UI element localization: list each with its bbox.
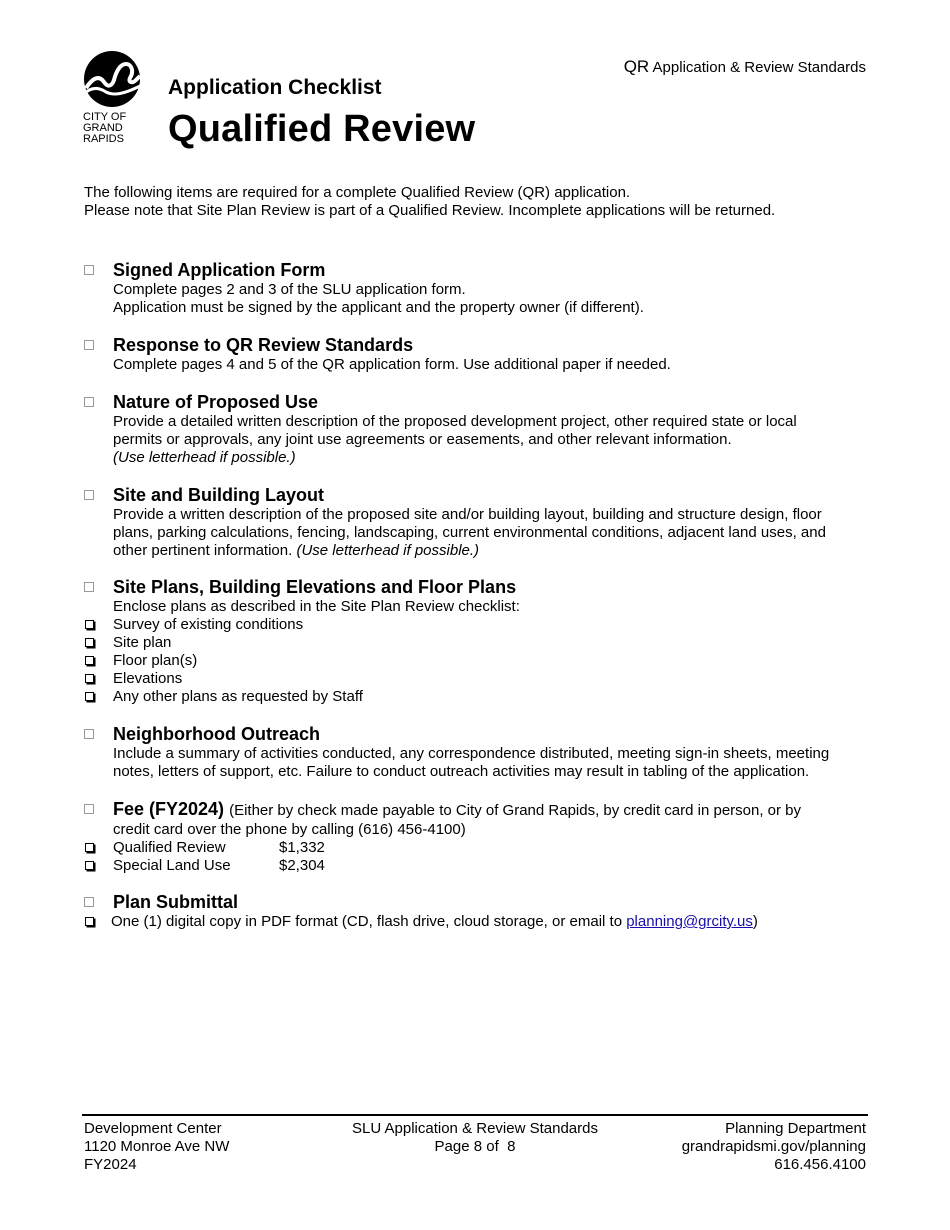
checkbox[interactable]: [84, 582, 94, 592]
footer-text: grandrapidsmi.gov/planning: [681, 1138, 866, 1155]
checklist-item-site-layout: [84, 485, 874, 560]
sub-item-label: Site plan: [113, 634, 172, 651]
checklist-item-fee: [84, 799, 874, 875]
document-header: [624, 57, 866, 77]
intro-line: The following items are required for a complete Qualified Review (QR) application.: [84, 184, 631, 201]
footer-text: FY2024: [84, 1156, 137, 1173]
page-number: Page 8 of 8: [434, 1138, 516, 1155]
item-text: Include a summary of activities conducted, any correspondence distributed, meeting sign-in sheets, meeting: [113, 745, 830, 762]
footer-divider: [82, 1114, 868, 1116]
item-heading: Response to QR Review Standards: [113, 335, 414, 355]
intro-line: Please note that Site Plan Review is part of a Qualified Review. Incomplete applications will be returned.: [84, 202, 776, 219]
item-text: plans, parking calculations, fencing, landscaping, current environmental conditions, adjacent land uses, and: [113, 524, 826, 541]
page-title: Qualified Review: [168, 108, 476, 150]
city-logo: [82, 50, 142, 145]
item-heading: Signed Application Form: [113, 260, 326, 280]
sub-item-label: Any other plans as requested by Staff: [113, 688, 363, 705]
city-logo-mark: [82, 50, 142, 145]
item-heading: Fee (FY2024): [113, 799, 225, 819]
sub-checkbox[interactable]: [85, 638, 94, 647]
checkbox[interactable]: [84, 897, 94, 907]
footer-text: Planning Department: [725, 1120, 866, 1137]
checklist-item-nature-of-use: [84, 392, 874, 467]
sub-item: [84, 634, 874, 652]
checkbox[interactable]: [84, 804, 94, 814]
logo-text-line3: RAPIDS: [83, 133, 124, 145]
footer-right: [682, 1120, 866, 1174]
sub-item: [84, 913, 874, 931]
checklist-item-outreach: [84, 724, 874, 781]
fee-note: (Either by check made payable to City of Grand Rapids, by credit card in person, or by: [229, 802, 802, 819]
footer-left: [84, 1120, 229, 1174]
doc-prefix: QR: [623, 57, 650, 76]
sub-checkbox[interactable]: [85, 674, 94, 683]
checklist-item-signed-application: [84, 260, 874, 317]
fee-label: Special Land Use: [113, 857, 231, 874]
item-text: Complete pages 2 and 3 of the SLU application form.: [113, 281, 466, 298]
checklist-item-plan-submittal: [84, 892, 874, 931]
sub-item-label: Elevations: [113, 670, 183, 687]
item-heading: Nature of Proposed Use: [113, 392, 319, 412]
checklist-item-site-plans: [84, 577, 874, 706]
item-text: Application must be signed by the applicant and the property owner (if different).: [113, 299, 644, 316]
item-heading: Site Plans, Building Elevations and Floor Plans: [113, 577, 517, 597]
footer-text: SLU Application & Review Standards: [352, 1120, 598, 1137]
doc-title: Application & Review Standards: [652, 59, 866, 76]
checkbox[interactable]: [84, 397, 94, 407]
sub-item-label: Floor plan(s): [113, 652, 198, 669]
sub-checkbox[interactable]: [85, 656, 94, 665]
sub-item: [84, 652, 874, 670]
checkbox[interactable]: [84, 490, 94, 500]
item-text: credit card over the phone by calling (616) 456-4100): [113, 821, 466, 838]
footer-center: [330, 1120, 620, 1156]
item-text: Enclose plans as described in the Site Plan Review checklist:: [113, 598, 520, 615]
sub-checkbox[interactable]: [85, 620, 94, 629]
sub-checkbox[interactable]: [85, 917, 94, 926]
item-text: ): [752, 913, 758, 930]
item-text: other pertinent information.: [113, 542, 293, 559]
checkbox[interactable]: [84, 729, 94, 739]
footer-text: 1120 Monroe Ave NW: [84, 1138, 230, 1155]
item-note: (Use letterhead if possible.): [113, 449, 296, 466]
item-text: Complete pages 4 and 5 of the QR application form. Use additional paper if needed.: [113, 356, 671, 373]
sub-item: [84, 688, 874, 706]
fee-row: [84, 839, 874, 857]
fee-label: Qualified Review: [113, 839, 226, 856]
item-heading: Plan Submittal: [113, 892, 239, 912]
item-note: (Use letterhead if possible.): [296, 542, 480, 559]
fee-amount: $1,332: [279, 839, 325, 856]
checklist-item-response-standards: [84, 335, 874, 374]
logo-text-line1: CITY OF: [83, 111, 127, 123]
checkbox[interactable]: [84, 340, 94, 350]
sub-item: [84, 670, 874, 688]
fee-row: [84, 857, 874, 875]
checklist-label: Application Checklist: [168, 76, 382, 99]
item-text: notes, letters of support, etc. Failure to conduct outreach activities may result in tabling of the application.: [113, 763, 810, 780]
logo-text-line2: GRAND: [83, 122, 123, 134]
item-text: One (1) digital copy in PDF format (CD, flash drive, cloud storage, or email to: [111, 913, 623, 930]
sub-checkbox[interactable]: [85, 692, 94, 701]
footer-text: 616.456.4100: [774, 1156, 866, 1173]
sub-checkbox[interactable]: [85, 861, 94, 870]
item-text: permits or approvals, any joint use agreements or easements, and other relevant information.: [113, 431, 732, 448]
fee-amount: $2,304: [279, 857, 325, 874]
item-text: Provide a detailed written description of the proposed development project, other required state or local: [113, 413, 797, 430]
sub-item-label: Survey of existing conditions: [113, 616, 304, 633]
item-text: Provide a written description of the proposed site and/or building layout, building and structure design, floor: [113, 506, 822, 523]
checkbox[interactable]: [84, 265, 94, 275]
email-link[interactable]: planning@grcity.us: [626, 913, 753, 930]
intro-text: [84, 184, 775, 220]
footer-text: Development Center: [84, 1120, 222, 1137]
sub-checkbox[interactable]: [85, 843, 94, 852]
item-heading: Site and Building Layout: [113, 485, 324, 505]
item-heading: Neighborhood Outreach: [113, 724, 320, 744]
sub-item: [84, 616, 874, 634]
